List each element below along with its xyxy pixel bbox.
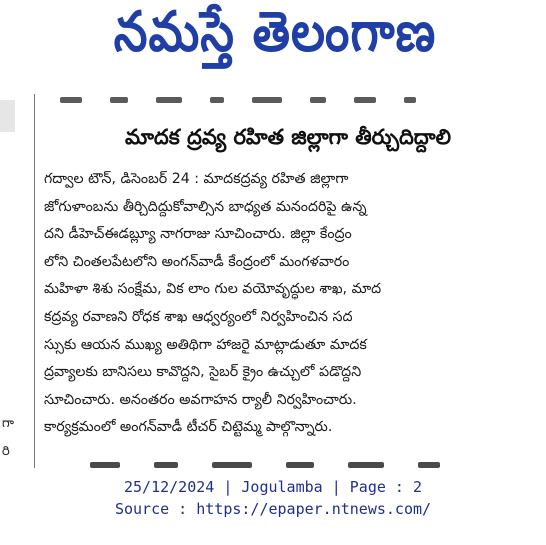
article-body-line: కద్రవ్య రవాణని రోధక శాఖ ఆధ్వర్యంలో నిర్వహించిన సద bbox=[44, 308, 353, 325]
article-body-line: ద్రవ్యాలకు బానిసలు కావొద్దని, సైబర్ క్రైం ఉచ్చులో పడొద్దని bbox=[44, 364, 362, 381]
article-body-line: జోగుళాంబను తీర్చిదిద్దుకోవాల్సిన బాధ్యత మనందరిపై ఉన్న bbox=[44, 198, 367, 215]
cropped-previous-text bbox=[60, 96, 460, 104]
article-headline: మాదక ద్రవ్య రహిత జిల్లాగా తీర్చుదిద్దాలి bbox=[124, 125, 452, 149]
article-body bbox=[44, 166, 534, 442]
newspaper-logo-title: నమస్తే తెలంగాణ bbox=[113, 0, 437, 65]
source-url: Source : https://epaper.ntnews.com/ bbox=[114, 500, 432, 518]
adjacent-column-remnant bbox=[0, 88, 15, 468]
article-body-line: మహిళా శిశు సంక్షేమ, విక లాం గుల వయోవృద్ధుల శాఖ, మాద bbox=[44, 281, 382, 298]
clipping-footer bbox=[0, 476, 546, 536]
article-body-line: గద్వాల టౌన్, డిసెంబర్ 24 : మాదకద్రవ్య రహిత జిల్లాగా bbox=[44, 171, 349, 187]
column-divider bbox=[34, 94, 35, 468]
article-clipping bbox=[0, 88, 546, 468]
adjacent-text-fragment-1: గా bbox=[2, 416, 14, 431]
article-body-line: లోని చింతలపేటలోని అంగన్‌వాడీ కేంద్రంలో మంగళవారం bbox=[44, 253, 350, 270]
cropped-next-headline bbox=[90, 462, 440, 468]
edition-date-page: 25/12/2024 | Jogulamba | Page : 2 bbox=[123, 478, 422, 496]
adjacent-column-gray-block bbox=[0, 100, 15, 132]
article-body-line: కార్యక్రమంలో అంగన్‌వాడీ టీచర్ చిట్టెమ్మ పాల్గొన్నారు. bbox=[44, 419, 333, 436]
article-body-line: స్సుకు ఆయన ముఖ్య అతిథిగా హాజరై మాట్లాడుతూ మాదక bbox=[44, 336, 367, 353]
article-body-line: దని డీహెచ్‌ఈడబ్ల్యూ నాగరాజు సూచించారు. జిల్లా కేంద్రం bbox=[44, 226, 352, 243]
adjacent-text-fragment-2: రి bbox=[2, 444, 10, 459]
masthead bbox=[0, 0, 546, 80]
article-body-line: సూచించారు. అనంతరం అవగాహన ర్యాలీ నిర్వహించారు. bbox=[44, 391, 357, 408]
